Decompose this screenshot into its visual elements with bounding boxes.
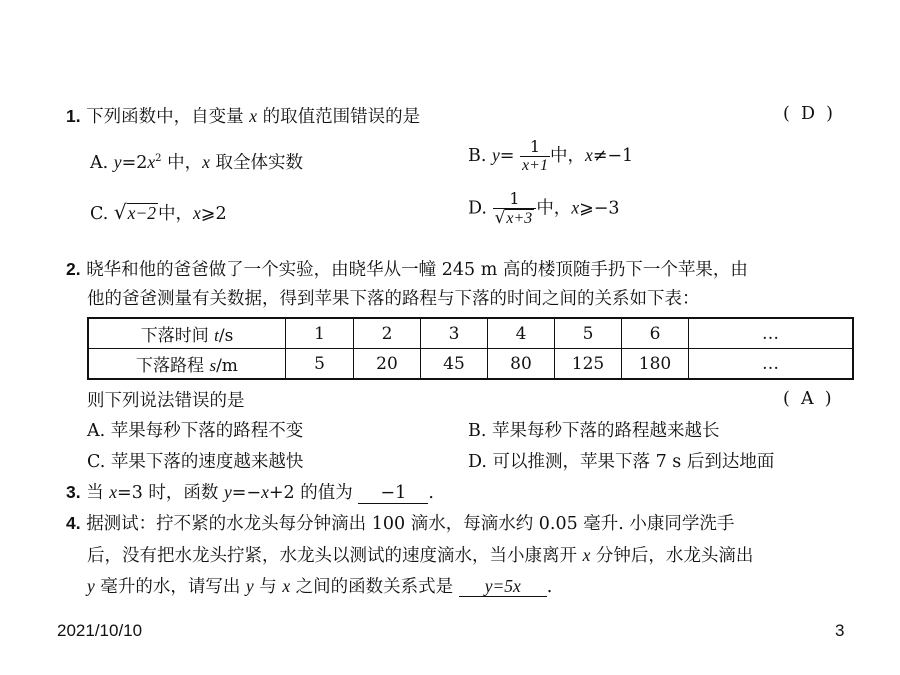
q2-option-d: D. 可以推测，苹果下落 7 s 后到达地面 [468, 452, 775, 472]
q2-question: 则下列说法错误的是 [87, 391, 245, 411]
table-row [88, 318, 853, 349]
table-cell: 5 [286, 349, 354, 380]
table-cell: 125 [555, 349, 622, 380]
footer-date: 2021/10/10 [57, 621, 143, 640]
table-cell: 1 [286, 318, 354, 349]
q1-option-d: D. $\frac{1}{√x+3}$ 中，x⩾−3 [468, 189, 620, 228]
q4-line2: 后，没有把水龙头拧紧，水龙头以测试的速度滴水，当小康离开 x 分钟后，水龙头滴出 [87, 545, 754, 566]
table-cell: 3 [421, 318, 488, 349]
q2-stem-line1: 2. 晓华和他的爸爸做了一个实验，由晓华从一幢 245 m 高的楼顶随手扔下一个苹果，由 [66, 259, 748, 280]
q4-line1: 4. 据测试：拧不紧的水龙头每分钟滴出 100 滴水，每滴水约 0.05 毫升. 小康同学洗手 [66, 513, 735, 534]
table-cell: 2 [354, 318, 421, 349]
table-cell: 4 [488, 318, 555, 349]
fraction: $\frac{1}{√x+3}$ [493, 190, 537, 228]
fraction: $\frac{1}{x+1}$ [522, 137, 548, 174]
table-cell: … [689, 349, 854, 380]
table-header-cell: 下落路程 s/m [88, 349, 286, 380]
q2-option-c: C. 苹果下落的速度越来越快 [87, 452, 304, 472]
table-cell: 6 [622, 318, 689, 349]
q2-number: 2. [66, 259, 81, 279]
q4-line3: y 毫升的水，请写出 y 与 x 之间的函数关系式是 y=5x . [87, 576, 553, 597]
q1-stem: 1. 下列函数中，自变量 x 的取值范围错误的是 [66, 106, 421, 127]
q3-answer-blank: −1 [358, 483, 428, 504]
table-cell: 5 [555, 318, 622, 349]
table-cell: 180 [622, 349, 689, 380]
q3-number: 3. [66, 482, 81, 502]
q1-option-c: C. √x−2 中，x⩾2 [90, 200, 227, 224]
q1-option-a: A. $y=2x^2$ 中，x 取全体实数 [90, 151, 303, 173]
q2-stem-line2: 他的爸爸测量有关数据，得到苹果下落的路程与下落的时间之间的关系如下表： [87, 289, 700, 309]
q2-option-a: A. 苹果每秒下落的路程不变 [87, 421, 304, 441]
page-number: 3 [835, 621, 845, 640]
table-cell: 45 [421, 349, 488, 380]
q2-option-b: B. 苹果每秒下落的路程越来越长 [468, 421, 720, 441]
table-cell: 20 [354, 349, 421, 380]
table-header-cell: 下落时间 t/s [88, 318, 286, 349]
q1-answer: ( D ) [783, 104, 833, 124]
q3-stem: 3. 当 x=3 时，函数 y=−x+2 的值为 −1 . [66, 482, 434, 503]
q2-answer: ( A ) [783, 389, 832, 409]
q4-answer-blank: y=5x [459, 576, 547, 597]
table-cell: … [689, 318, 854, 349]
q1-number: 1. [66, 106, 81, 126]
q4-number: 4. [66, 513, 81, 533]
data-table [87, 317, 854, 380]
table-cell: 80 [488, 349, 555, 380]
q1-option-b: B. y= $\frac{1}{x+1}$ 中，x≠−1 [468, 137, 634, 174]
table-row [88, 349, 853, 380]
